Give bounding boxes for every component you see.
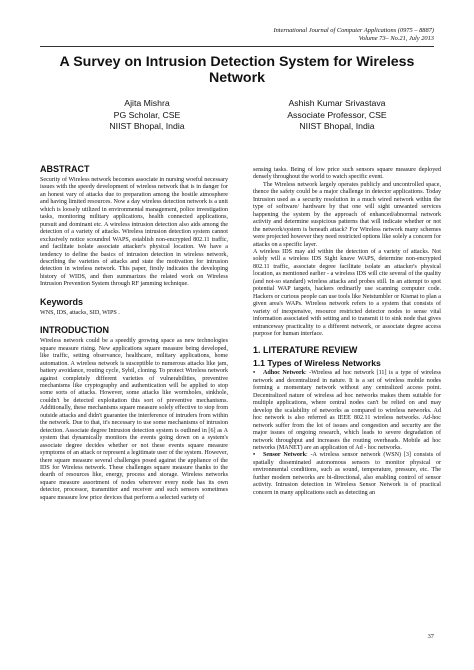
abstract-text: Security of Wireless network becomes associate in nursing woeful necessary issues with the speedy development of wireless network that is in danger for an honest vary of attacks due to preparation among the hostile atmosphere and having limited resources. Now a day wireless detection network is a unit which is loosely utilized in environmental management, police investigation tasks, monitoring military applications, health connected applications, pursuit and dominant etc. A wireless intrusion detection also aids among the detection of a variety of attacks. Wireless intrusion detection system cannot exclusively notice scoundrel WAPS, establish non-encrypted 802.11 traffic, and facilitate isolate associate attacker's physical location. We have a tendency to define the basics of intrusion detection in wireless network, describing the varieties of attacks and state the motivation for intrusion detection in wireless network. This paper, firstly indicates the developing history of WIDS, and then summarizes the related work on Wireless Intrusion Prevention System through RF jamming technique. [40, 177, 228, 288]
page-number: 37 [427, 633, 434, 640]
author-affiliation: NIIST Bhopal, India [109, 121, 185, 131]
keywords-text: WNS, IDS, attacks, SID, WIPS . [40, 309, 120, 316]
bullet-icon: • [253, 452, 256, 459]
adhoc-text: : -Wireless ad hoc network [11] is a type of wireless network and decentralized in nature. It is a set of wireless mobile nodes forming a momentary network without any centralized access point. Decentralized nature of wireless ad hoc networks makes them suitable for multiple applications, where central nodes can't be relied on and may develop the scalability of networks as compared to wireless networks. Ad hoc network is also referred as IEEE 802.11 wireless networks. Ad-hoc network suffer from the lot of issues and congestion and security are the major issues of ongoing research, which leads to severe degradation of network throughput and increases the routing overheads. Mobile ad hoc networks (MANET) are an application of Ad - hoc networks. [253, 370, 441, 451]
author-name: Ashish Kumar Srivastava [288, 98, 386, 108]
header-rule [40, 46, 434, 47]
journal-volume: Volume 73– No.21, July 2013 [358, 35, 434, 42]
author-block-1 [72, 98, 222, 133]
introduction-heading: INTRODUCTION [40, 325, 109, 336]
author-block-2 [262, 98, 412, 133]
author-affiliation: NIIST Bhopal, India [299, 121, 375, 131]
keywords-heading: Keywords [40, 296, 84, 307]
adhoc-lead: Adhoc Network [263, 370, 306, 377]
left-column [40, 164, 228, 502]
literature-review-heading: 1. LITERATURE REVIEW [253, 345, 358, 356]
sensor-text: : -A wireless sensor network (WSN) [3] consists of spatially disseminated autonomous sensors to monitor physical or environmental conditions, such as sound, temperature, pressure, etc. The further modern networks are bi-directional, also enabling control of sensor activity. Intrusion detection in Wireless Sensor Network is of practical concern in many applications such as detecting an [253, 452, 441, 496]
abstract-heading: ABSTRACT [40, 164, 90, 174]
body-paragraph: A wireless IDS may aid within the detection of a variety of attacks. Not solely will a wireless IDS Sight knave WAPS, determine non-encrypted 802.11 traffic, associate degree facilitate isolate an attacker's physical location, as mentioned earlier - a wireless IDS will cite several of the quality (and not-so standard) wireless attacks and probes still. In an attempt to spot potential WAP targets, hackers ordinarily use scanning computer code. Hackers or curious people can use tools like Netstumbler or Kismat to plan a given area's WAPs. Wireless network refers to a system that consists of variety of inexpensive, resource restricted detector nodes to sense vital information associated with setting and to transmit it to sink node that gives entranceway practicality to a different network, or associate degree access purpose for human interface. [253, 248, 441, 337]
body-paragraph: The Wireless network largely operates publicly and uncontrolled space, thence the safety could be a major challenge in detector applications. Today Intrusion used as a security resolution in a much wired network within the type of software/ hardware by that one will sight unwanted services happening the system by the approach of enhanced/abnormal network activity and determine suspicious patterns that will indicate whether or not the network/system is beneath attack? For Wireless network many schemes were projected however they need restricted options like solely a concern for attacks on a specific layer. [253, 181, 441, 248]
author-name: Ajita Mishra [124, 98, 170, 108]
sensor-lead: Sensor Network [263, 452, 306, 459]
sensor-paragraph [253, 452, 441, 497]
introduction-text: Wireless network could be a speedily growing space as new technologies square measure rising. New applications square measure being developed, like traffic, setting observance, healthcare, military applications, home automation. A wireless network is susceptible to numerous attacks like jam, battery avoidance, routing cycle, Sybil, cloning. To protect Wireless network against completely different varieties of vulnerabilities, preventive mechanisms like cryptography and authentication will be applied to stop some sorts of attacks. However, some attacks like wormholes, sinkhole, couldn't be detected exploitation this sort of preventive mechanisms. Additionally, these mechanisms square measure solely effective to stop from outside attacks and didn't guarantee the interference of intruders from within the network. Due to that, it's necessary to use some mechanisms of intrusion detection. Associate degree Intrusion detection system is outlined in [6] as A system that dynamically monitors the events going down on a system's associate degree decides whether or not these events square measure symptoms of an attack or represent a legitimate user of the system. However, there square measure several challenges posed against the appliance of the IDS for Wireless network. These challenges square measure thanks to the dearth of resources like, energy, process and storage. Wireless networks square measure assortment of nodes wherever every node has its own detector, processor, transmitter and receiver and such sensors sometimes square measure low price devices that perform a selected variety of [40, 338, 228, 501]
body-paragraph: sensing tasks. Being of low price such sensors square measure deployed densely throughout the world to watch specific event. [253, 167, 441, 181]
right-column [253, 167, 441, 497]
bullet-icon: • [253, 370, 256, 377]
adhoc-paragraph [253, 370, 441, 452]
types-heading: 1.1 Types of Wireless Networks [253, 358, 381, 369]
author-role: Associate Professor, CSE [287, 109, 387, 120]
author-role: PG Scholar, CSE [113, 109, 181, 120]
journal-name: International Journal of Computer Applications (0975 – 8887) [273, 27, 434, 34]
journal-header [273, 27, 434, 43]
paper-title: A Survey on Intrusion Detection System for Wireless Network [59, 54, 415, 86]
